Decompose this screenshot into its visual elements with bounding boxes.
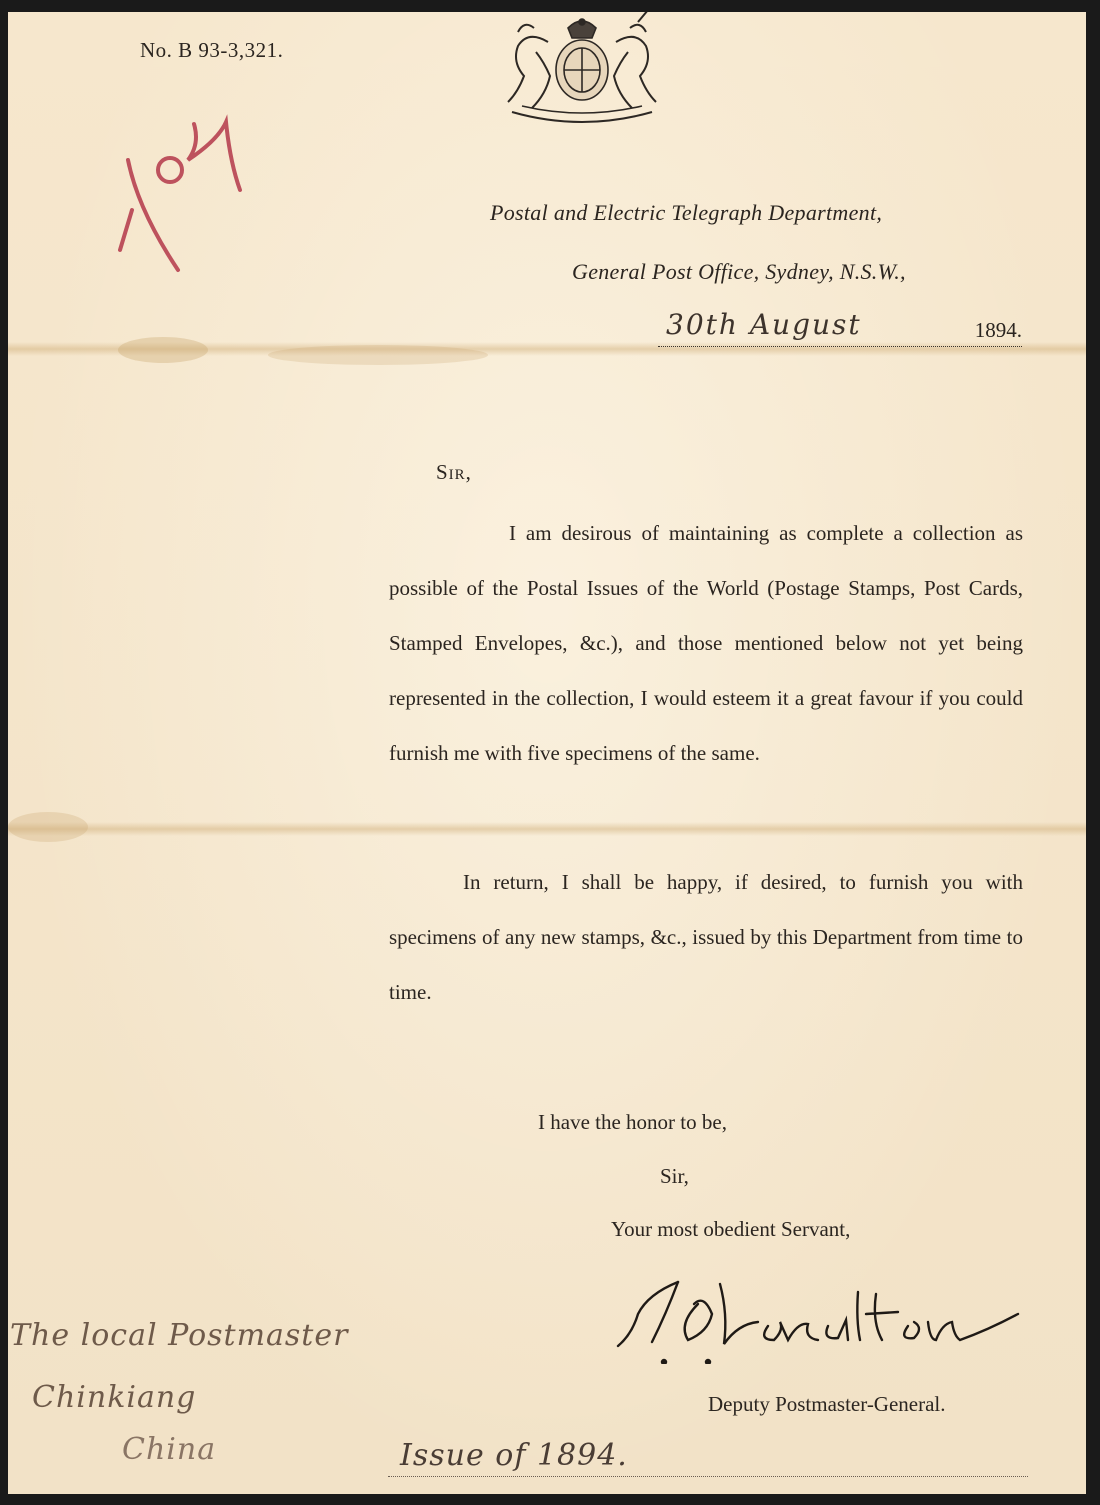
addressee-line-3: China xyxy=(122,1432,217,1467)
date-handwritten: 30th August xyxy=(666,308,862,341)
paper-stain xyxy=(118,337,208,363)
salutation: Sir, xyxy=(436,460,472,484)
closing-line-1: I have the honor to be, xyxy=(538,1110,727,1134)
paper-stain xyxy=(8,812,88,842)
office-heading: General Post Office, Sydney, N.S.W., xyxy=(572,259,906,284)
signature xyxy=(608,1274,1028,1364)
letter-sheet xyxy=(8,12,1086,1494)
date-year: 1894. xyxy=(974,318,1022,342)
paper-stain xyxy=(268,345,488,365)
department-heading: Postal and Electric Telegraph Department, xyxy=(490,200,883,225)
issue-note: Issue of 1894. xyxy=(400,1438,628,1473)
body-paragraph-1: I am desirous of maintaining as complete a collection as possible of the Postal Issues of the World (Postage Stamps, Post Cards, Stamped Envelopes, &c.), and those mentioned below not yet being represented in the collection, I would esteem it a great favour if you could furnish me with five specimens of the same. xyxy=(389,521,1023,765)
closing-line-3: Your most obedient Servant, xyxy=(611,1217,851,1241)
closing-line-2: Sir, xyxy=(660,1164,689,1188)
royal-coat-of-arms-icon xyxy=(488,12,676,124)
body-paragraph-2: In return, I shall be happy, if desired, to furnish you with specimens of any new stamps, &c., issued by this Department from time to time. xyxy=(389,870,1023,1004)
reference-number: No. B 93-3,321. xyxy=(140,38,284,62)
date-line xyxy=(658,308,1022,347)
issue-note-line xyxy=(388,1436,1028,1477)
addressee-line-2: Chinkiang xyxy=(32,1380,197,1415)
signatory-title: Deputy Postmaster-General. xyxy=(708,1392,946,1416)
addressee-line-1: The local Postmaster xyxy=(10,1318,349,1353)
fold-crease-middle xyxy=(8,822,1086,836)
red-pencil-annotation xyxy=(108,100,278,290)
